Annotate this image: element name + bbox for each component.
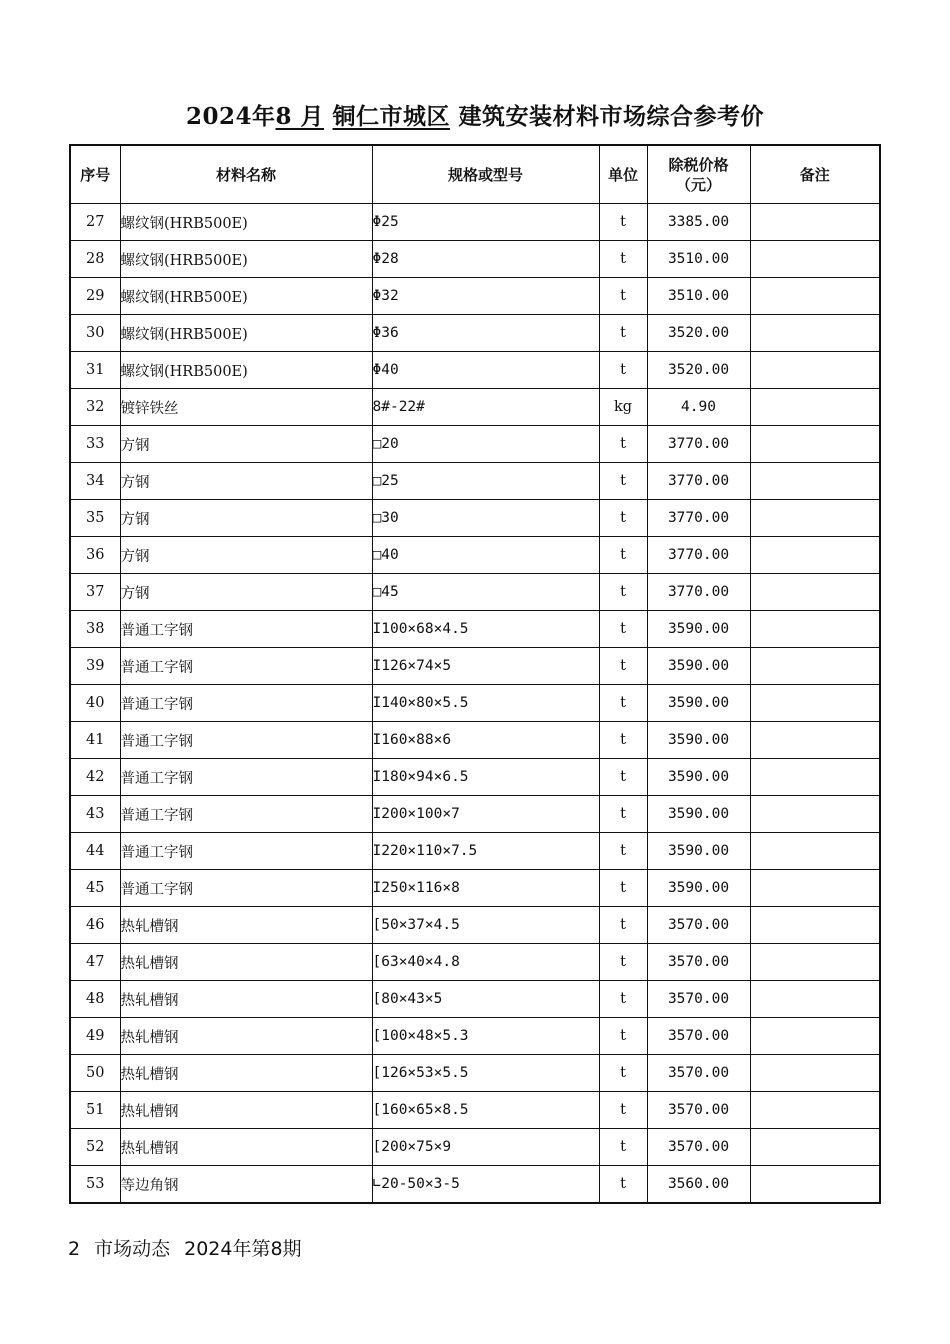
cell-spec: □40 bbox=[372, 537, 599, 574]
cell-spec: □45 bbox=[372, 574, 599, 611]
cell-note bbox=[750, 907, 880, 944]
cell-unit: t bbox=[599, 1129, 647, 1166]
cell-unit: t bbox=[599, 241, 647, 278]
cell-spec: Φ25 bbox=[372, 204, 599, 241]
cell-spec: □20 bbox=[372, 426, 599, 463]
cell-no: 28 bbox=[70, 241, 120, 278]
header-no: 序号 bbox=[70, 145, 120, 204]
cell-unit: t bbox=[599, 278, 647, 315]
cell-unit: t bbox=[599, 352, 647, 389]
cell-note bbox=[750, 389, 880, 426]
cell-spec: □30 bbox=[372, 500, 599, 537]
cell-unit: t bbox=[599, 833, 647, 870]
table-row bbox=[70, 537, 880, 574]
cell-spec: [126×53×5.5 bbox=[372, 1055, 599, 1092]
cell-spec: □25 bbox=[372, 463, 599, 500]
page-footer bbox=[68, 1234, 316, 1261]
table-row bbox=[70, 722, 880, 759]
cell-spec: Φ32 bbox=[372, 278, 599, 315]
cell-price: 3520.00 bbox=[647, 315, 750, 352]
table-row bbox=[70, 204, 880, 241]
cell-price: 3770.00 bbox=[647, 500, 750, 537]
cell-no: 39 bbox=[70, 648, 120, 685]
cell-unit: t bbox=[599, 1092, 647, 1129]
cell-unit: t bbox=[599, 1166, 647, 1204]
cell-note bbox=[750, 352, 880, 389]
cell-no: 29 bbox=[70, 278, 120, 315]
cell-no: 47 bbox=[70, 944, 120, 981]
cell-material-name: 等边角钢 bbox=[120, 1166, 372, 1204]
cell-note bbox=[750, 1129, 880, 1166]
cell-unit: t bbox=[599, 870, 647, 907]
cell-no: 50 bbox=[70, 1055, 120, 1092]
cell-no: 44 bbox=[70, 833, 120, 870]
table-row bbox=[70, 500, 880, 537]
cell-no: 35 bbox=[70, 500, 120, 537]
cell-material-name: 方钢 bbox=[120, 426, 372, 463]
cell-unit: t bbox=[599, 981, 647, 1018]
cell-spec: I180×94×6.5 bbox=[372, 759, 599, 796]
table-row bbox=[70, 352, 880, 389]
cell-price: 3590.00 bbox=[647, 611, 750, 648]
cell-no: 53 bbox=[70, 1166, 120, 1204]
table-row bbox=[70, 1055, 880, 1092]
cell-note bbox=[750, 426, 880, 463]
table-row bbox=[70, 426, 880, 463]
cell-note bbox=[750, 1018, 880, 1055]
cell-price: 3590.00 bbox=[647, 870, 750, 907]
cell-material-name: 螺纹钢(HRB500E) bbox=[120, 204, 372, 241]
price-table bbox=[69, 144, 881, 1204]
cell-note bbox=[750, 1055, 880, 1092]
cell-material-name: 热轧槽钢 bbox=[120, 944, 372, 981]
cell-price: 3385.00 bbox=[647, 204, 750, 241]
cell-note bbox=[750, 278, 880, 315]
cell-no: 36 bbox=[70, 537, 120, 574]
cell-material-name: 热轧槽钢 bbox=[120, 981, 372, 1018]
cell-spec: I100×68×4.5 bbox=[372, 611, 599, 648]
cell-price: 3570.00 bbox=[647, 1092, 750, 1129]
cell-material-name: 螺纹钢(HRB500E) bbox=[120, 352, 372, 389]
cell-no: 27 bbox=[70, 204, 120, 241]
table-row bbox=[70, 241, 880, 278]
cell-material-name: 热轧槽钢 bbox=[120, 1055, 372, 1092]
cell-price: 3570.00 bbox=[647, 981, 750, 1018]
cell-material-name: 热轧槽钢 bbox=[120, 1092, 372, 1129]
cell-unit: t bbox=[599, 722, 647, 759]
cell-spec: 8#-22# bbox=[372, 389, 599, 426]
cell-no: 46 bbox=[70, 907, 120, 944]
cell-material-name: 方钢 bbox=[120, 500, 372, 537]
cell-price: 3570.00 bbox=[647, 1055, 750, 1092]
cell-price: 3770.00 bbox=[647, 463, 750, 500]
cell-unit: t bbox=[599, 537, 647, 574]
table-row bbox=[70, 759, 880, 796]
cell-unit: t bbox=[599, 315, 647, 352]
cell-material-name: 热轧槽钢 bbox=[120, 907, 372, 944]
table-row bbox=[70, 1129, 880, 1166]
table-row bbox=[70, 685, 880, 722]
table-row bbox=[70, 907, 880, 944]
cell-no: 43 bbox=[70, 796, 120, 833]
cell-material-name: 热轧槽钢 bbox=[120, 1129, 372, 1166]
cell-no: 32 bbox=[70, 389, 120, 426]
title-suffix: 建筑安装材料市场综合参考价 bbox=[458, 103, 765, 130]
table-row bbox=[70, 648, 880, 685]
table-row bbox=[70, 389, 880, 426]
cell-price: 3510.00 bbox=[647, 278, 750, 315]
cell-unit: t bbox=[599, 611, 647, 648]
cell-note bbox=[750, 648, 880, 685]
cell-spec: [100×48×5.3 bbox=[372, 1018, 599, 1055]
cell-unit: t bbox=[599, 648, 647, 685]
cell-no: 34 bbox=[70, 463, 120, 500]
cell-material-name: 螺纹钢(HRB500E) bbox=[120, 315, 372, 352]
cell-material-name: 方钢 bbox=[120, 537, 372, 574]
cell-note bbox=[750, 944, 880, 981]
cell-no: 33 bbox=[70, 426, 120, 463]
cell-unit: t bbox=[599, 1018, 647, 1055]
table-row bbox=[70, 574, 880, 611]
cell-spec: [63×40×4.8 bbox=[372, 944, 599, 981]
cell-spec: [160×65×8.5 bbox=[372, 1092, 599, 1129]
header-spec: 规格或型号 bbox=[372, 145, 599, 204]
cell-unit: t bbox=[599, 574, 647, 611]
table-row bbox=[70, 870, 880, 907]
cell-no: 40 bbox=[70, 685, 120, 722]
cell-no: 42 bbox=[70, 759, 120, 796]
table-row bbox=[70, 278, 880, 315]
cell-note bbox=[750, 611, 880, 648]
cell-spec: I140×80×5.5 bbox=[372, 685, 599, 722]
header-price bbox=[647, 145, 750, 204]
cell-price: 3590.00 bbox=[647, 685, 750, 722]
cell-material-name: 方钢 bbox=[120, 463, 372, 500]
cell-spec: I126×74×5 bbox=[372, 648, 599, 685]
table-body bbox=[70, 204, 880, 1204]
cell-note bbox=[750, 833, 880, 870]
footer-issue: 2024年第8期 bbox=[184, 1238, 302, 1260]
cell-price: 3570.00 bbox=[647, 944, 750, 981]
cell-price: 3570.00 bbox=[647, 907, 750, 944]
cell-material-name: 普通工字钢 bbox=[120, 611, 372, 648]
cell-spec: [50×37×4.5 bbox=[372, 907, 599, 944]
cell-no: 49 bbox=[70, 1018, 120, 1055]
cell-note bbox=[750, 722, 880, 759]
cell-note bbox=[750, 870, 880, 907]
cell-note bbox=[750, 759, 880, 796]
cell-spec: ∟20-50×3-5 bbox=[372, 1166, 599, 1204]
cell-material-name: 普通工字钢 bbox=[120, 685, 372, 722]
footer-page-number: 2 bbox=[68, 1238, 81, 1260]
cell-price: 3570.00 bbox=[647, 1129, 750, 1166]
cell-price: 3770.00 bbox=[647, 426, 750, 463]
page-title bbox=[0, 98, 950, 131]
cell-price: 3590.00 bbox=[647, 759, 750, 796]
header-unit: 单位 bbox=[599, 145, 647, 204]
table-header-row bbox=[70, 145, 880, 204]
cell-price: 3560.00 bbox=[647, 1166, 750, 1204]
cell-no: 37 bbox=[70, 574, 120, 611]
cell-unit: t bbox=[599, 204, 647, 241]
cell-spec: I250×116×8 bbox=[372, 870, 599, 907]
cell-price: 3770.00 bbox=[647, 537, 750, 574]
header-name: 材料名称 bbox=[120, 145, 372, 204]
cell-unit: t bbox=[599, 1055, 647, 1092]
cell-material-name: 普通工字钢 bbox=[120, 833, 372, 870]
cell-unit: t bbox=[599, 759, 647, 796]
cell-price: 3510.00 bbox=[647, 241, 750, 278]
cell-note bbox=[750, 574, 880, 611]
header-price-line2: （元） bbox=[675, 175, 721, 194]
cell-unit: t bbox=[599, 796, 647, 833]
table-row bbox=[70, 796, 880, 833]
cell-note bbox=[750, 796, 880, 833]
table-row bbox=[70, 315, 880, 352]
cell-unit: t bbox=[599, 907, 647, 944]
header-note: 备注 bbox=[750, 145, 880, 204]
cell-price: 3770.00 bbox=[647, 574, 750, 611]
title-city: 铜仁市城区 bbox=[332, 103, 451, 130]
cell-spec: Φ40 bbox=[372, 352, 599, 389]
cell-price: 3590.00 bbox=[647, 796, 750, 833]
table-row bbox=[70, 1018, 880, 1055]
cell-price: 3590.00 bbox=[647, 722, 750, 759]
cell-no: 41 bbox=[70, 722, 120, 759]
title-year: 2024年 bbox=[185, 103, 276, 130]
cell-no: 48 bbox=[70, 981, 120, 1018]
cell-material-name: 螺纹钢(HRB500E) bbox=[120, 241, 372, 278]
cell-no: 30 bbox=[70, 315, 120, 352]
cell-spec: I200×100×7 bbox=[372, 796, 599, 833]
cell-price: 4.90 bbox=[647, 389, 750, 426]
footer-publication: 市场动态 bbox=[94, 1238, 171, 1260]
cell-no: 51 bbox=[70, 1092, 120, 1129]
cell-price: 3520.00 bbox=[647, 352, 750, 389]
table-row bbox=[70, 611, 880, 648]
table-row bbox=[70, 1092, 880, 1129]
cell-spec: Φ28 bbox=[372, 241, 599, 278]
cell-no: 52 bbox=[70, 1129, 120, 1166]
cell-note bbox=[750, 981, 880, 1018]
cell-unit: t bbox=[599, 426, 647, 463]
cell-note bbox=[750, 500, 880, 537]
cell-material-name: 普通工字钢 bbox=[120, 722, 372, 759]
cell-material-name: 方钢 bbox=[120, 574, 372, 611]
cell-unit: t bbox=[599, 685, 647, 722]
cell-unit: t bbox=[599, 463, 647, 500]
cell-material-name: 普通工字钢 bbox=[120, 759, 372, 796]
cell-price: 3590.00 bbox=[647, 648, 750, 685]
cell-price: 3570.00 bbox=[647, 1018, 750, 1055]
cell-note bbox=[750, 463, 880, 500]
cell-material-name: 普通工字钢 bbox=[120, 796, 372, 833]
cell-unit: kg bbox=[599, 389, 647, 426]
table-row bbox=[70, 463, 880, 500]
cell-material-name: 热轧槽钢 bbox=[120, 1018, 372, 1055]
cell-note bbox=[750, 315, 880, 352]
cell-material-name: 螺纹钢(HRB500E) bbox=[120, 278, 372, 315]
cell-no: 38 bbox=[70, 611, 120, 648]
table-row bbox=[70, 1166, 880, 1204]
cell-spec: [80×43×5 bbox=[372, 981, 599, 1018]
table-row bbox=[70, 981, 880, 1018]
cell-note bbox=[750, 685, 880, 722]
cell-material-name: 普通工字钢 bbox=[120, 870, 372, 907]
cell-no: 31 bbox=[70, 352, 120, 389]
cell-spec: I220×110×7.5 bbox=[372, 833, 599, 870]
cell-note bbox=[750, 204, 880, 241]
cell-note bbox=[750, 537, 880, 574]
cell-no: 45 bbox=[70, 870, 120, 907]
cell-material-name: 普通工字钢 bbox=[120, 648, 372, 685]
cell-note bbox=[750, 1092, 880, 1129]
cell-note bbox=[750, 241, 880, 278]
cell-spec: Φ36 bbox=[372, 315, 599, 352]
cell-note bbox=[750, 1166, 880, 1204]
cell-unit: t bbox=[599, 500, 647, 537]
table-row bbox=[70, 833, 880, 870]
table-row bbox=[70, 944, 880, 981]
title-month: 8 月 bbox=[275, 103, 324, 130]
cell-spec: [200×75×9 bbox=[372, 1129, 599, 1166]
header-price-line1: 除税价格 bbox=[668, 155, 729, 174]
cell-price: 3590.00 bbox=[647, 833, 750, 870]
cell-unit: t bbox=[599, 944, 647, 981]
cell-material-name: 镀锌铁丝 bbox=[120, 389, 372, 426]
cell-spec: I160×88×6 bbox=[372, 722, 599, 759]
